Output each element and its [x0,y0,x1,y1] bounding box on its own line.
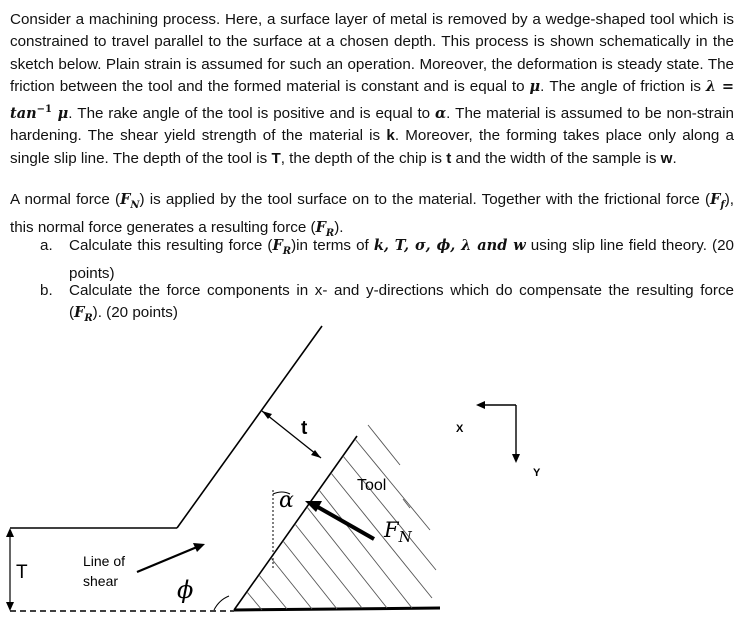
intro-text-5: . Moreover, the forming takes place only along a single slip line. The depth of the tool is [10,127,734,167]
depth-label: T [16,562,28,583]
item-a-text-3: using slip line field theory. (20 points) [69,237,734,283]
tool-rake-face [234,436,357,610]
normal-force-arrow [316,506,374,539]
alpha-symbol: α [434,104,447,122]
intro-text-1: Consider a machining process. Here, a surface layer of metal is removed by a wedge-shaped tool which is constrained to travel parallel to the surface at a chosen depth. This process is shown schematically in the sketch below. Plain strain is assumed for such an operation. Moreover, the deformation is steady state. The friction between the tool and the formed material is constant and is equal to [10,11,734,96]
fn-symbol: $F_N$ [120,191,140,211]
chip-thickness-label: t [301,418,308,439]
chip-thickness-dimension [262,411,321,458]
w-symbol: w [660,149,673,167]
force-text-3: ), this normal force generates a resulting force ( [10,191,734,237]
x-axis-label: X [456,423,464,435]
rake-angle-label: α [279,488,294,513]
y-axis-arrowhead [512,454,520,463]
ff-symbol: $F_f$ [710,191,725,211]
force-text-4: ). [334,219,344,237]
y-axis-label: Y [533,467,541,479]
depth-arrow-top [6,528,14,537]
intro-text-2: . The angle of friction is [540,78,706,96]
item-a-variables: k, T, σ, ϕ, λ and w [373,237,526,254]
shear-angle-arc [214,596,229,610]
intro-text-8: . [672,149,677,167]
item-a-fr-symbol: $F_R$ [272,237,292,257]
intro-text-3: . The rake angle of the tool is positive and is equal to [68,104,435,122]
normal-force-label: $F_N$ [384,518,412,546]
k-symbol: k [386,127,395,145]
item-a-text-1: Calculate this resulting force ( [69,237,273,254]
T-symbol: T [271,149,281,167]
force-text-2: ) is applied by the tool surface on to the material. Together with the frictional force ( [139,191,711,208]
item-b-text-2: ). (20 points) [92,304,178,322]
item-b-text-1: Calculate the force components in x- and y-directions which do compensate the resulting force ( [69,282,734,322]
item-b-label: b. [40,282,53,299]
item-a-label: a. [40,237,53,254]
mu-symbol: μ [529,78,541,96]
force-text-1: A normal force ( [10,191,121,208]
fr-symbol: $F_R$ [315,219,335,240]
tool-label: Tool [357,477,387,494]
depth-arrow-bottom [6,602,14,611]
shear-angle-label: ϕ [177,576,194,604]
x-axis-arrowhead [476,401,485,409]
line-of-label: Line of [83,553,126,569]
intro-text-4: . The material is assumed to be non-strain hardening. The shear yield strength of the material is [10,104,734,145]
shear-label: shear [83,573,119,589]
item-b-fr-symbol: $F_R$ [74,304,93,325]
inverse-superscript: −1 [36,103,52,115]
t-symbol: t [446,149,452,167]
intro-text-7: and the width of the sample is [451,149,661,167]
mu-symbol-2: μ [51,104,69,122]
item-a-text-2: )in terms of [291,237,374,254]
lambda-equation: λ = tan [10,78,735,122]
intro-text-6: , the depth of the chip is [280,149,447,167]
tool-hatching [247,425,436,610]
shear-line-arrow [137,547,197,572]
